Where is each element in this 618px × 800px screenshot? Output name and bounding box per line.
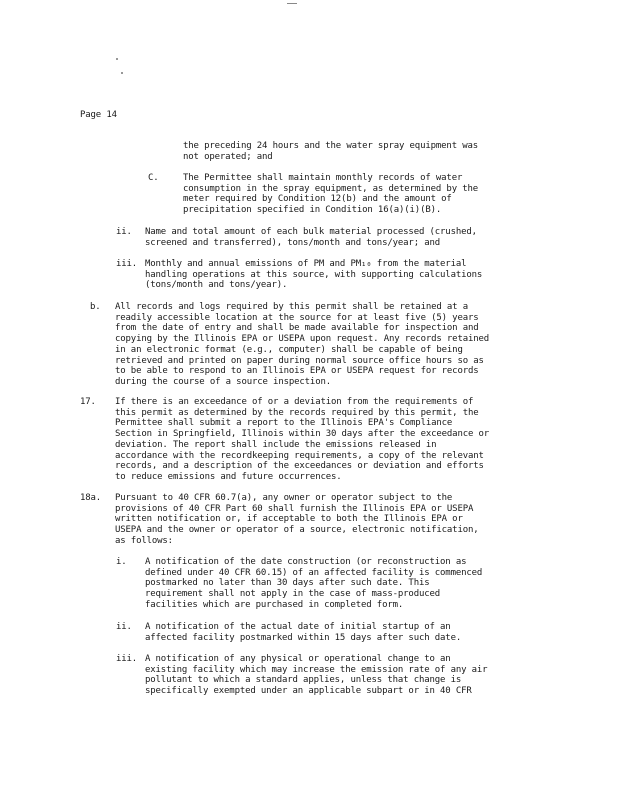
item-label: ii. xyxy=(116,622,132,632)
scan-speck xyxy=(121,72,123,74)
paragraph-line: this permit as determined by the records required by this permit, the xyxy=(115,407,479,418)
paragraph-line: Permittee shall submit a report to the Illinois EPA's Compliance xyxy=(115,418,453,429)
page-number: Page 14 xyxy=(80,110,117,120)
paragraph-line: copying by the Illinois EPA or USEPA upon request. Any records retained xyxy=(115,334,490,345)
paragraph-line: records, and a description of the exceedances or deviation and efforts xyxy=(115,461,484,472)
paragraph-line: Pursuant to 40 CFR 60.7(a), any owner or operator subject to the xyxy=(115,493,453,503)
item-label: 18a. xyxy=(80,493,102,503)
paragraph-line: deviation. The report shall include the emissions released in xyxy=(115,439,437,450)
paragraph-line: All records and logs required by this permit shall be retained at a xyxy=(115,302,468,312)
paragraph-line: from the date of entry and shall be made available for inspection and xyxy=(115,323,479,334)
paragraph-line: defined under 40 CFR 60.15) of an affected facility is commenced xyxy=(145,567,483,578)
paragraph-line: If there is an exceedance of or a deviation from the requirements of xyxy=(115,397,474,407)
paragraph-line: existing facility which may increase the emission rate of any air xyxy=(145,664,488,675)
item-label: i. xyxy=(116,557,127,567)
paragraph-line: written notification or, if acceptable to both the Illinois EPA or xyxy=(115,514,463,525)
paragraph-line: USEPA and the owner or operator of a source, electronic notification, xyxy=(115,525,479,536)
paragraph-line: during the course of a source inspection. xyxy=(115,376,332,387)
paragraph-line: as follows: xyxy=(115,535,173,546)
paragraph-line: requirement shall not apply in the case of mass-produced xyxy=(145,589,441,600)
page-top-mark xyxy=(287,0,297,4)
paragraph-line: facilities which are purchased in completed form. xyxy=(145,599,404,610)
paragraph-line: to be able to respond to an Illinois EPA or USEPA request for records xyxy=(115,366,479,377)
paragraph-line: not operated; and xyxy=(183,151,273,162)
paragraph-line: Name and total amount of each bulk material processed (crushed, xyxy=(145,227,477,237)
paragraph-line: Section in Springfield, Illinois within 30 days after the exceedance or xyxy=(115,429,490,440)
paragraph-line: provisions of 40 CFR Part 60 shall furnish the Illinois EPA or USEPA xyxy=(115,503,474,514)
item-label: ii. xyxy=(116,227,132,237)
paragraph-line: consumption in the spray equipment, as determined by the xyxy=(183,183,479,194)
paragraph-line: readily accessible location at the source for at least five (5) years xyxy=(115,312,479,323)
paragraph-line: The Permittee shall maintain monthly records of water xyxy=(183,173,463,183)
paragraph-line: meter required by Condition 12(b) and the amount of xyxy=(183,194,452,205)
paragraph-line: A notification of the actual date of initial startup of an xyxy=(145,622,451,632)
paragraph-line: accordance with the recordkeeping requirements, a copy of the relevant xyxy=(115,450,484,461)
paragraph-line: (tons/month and tons/year). xyxy=(145,280,288,291)
paragraph-line: precipitation specified in Condition 16(a)(i)(B). xyxy=(183,205,442,216)
paragraph-line: A notification of any physical or operational change to an xyxy=(145,654,451,664)
item-label: 17. xyxy=(80,397,96,407)
paragraph-line: screened and transferred), tons/month and tons/year; and xyxy=(145,237,441,248)
paragraph-line: postmarked no later than 30 days after such date. This xyxy=(145,578,430,589)
paragraph-line: the preceding 24 hours and the water spray equipment was xyxy=(183,141,479,151)
paragraph-line: in an electronic format (e.g., computer) shall be capable of being xyxy=(115,344,463,355)
paragraph-line: affected facility postmarked within 15 days after such date. xyxy=(145,632,462,643)
paragraph-line: handling operations at this source, with supporting calculations xyxy=(145,269,483,280)
item-label: iii. xyxy=(116,654,138,664)
paragraph-line: A notification of the date construction (or reconstruction as xyxy=(145,557,467,567)
item-label: b. xyxy=(90,302,101,312)
paragraph-line: specifically exempted under an applicable subpart or in 40 CFR xyxy=(145,686,472,697)
item-label: C. xyxy=(148,173,159,183)
scan-speck xyxy=(116,58,118,60)
paragraph-line: to reduce emissions and future occurrences. xyxy=(115,471,342,482)
paragraph-line: retrieved and printed on paper during normal source office hours so as xyxy=(115,355,484,366)
paragraph-line: pollutant to which a standard applies, unless that change is xyxy=(145,675,462,686)
paragraph-line: Monthly and annual emissions of PM and PM₁₀ from the material xyxy=(145,259,467,269)
item-label: iii. xyxy=(116,259,138,269)
